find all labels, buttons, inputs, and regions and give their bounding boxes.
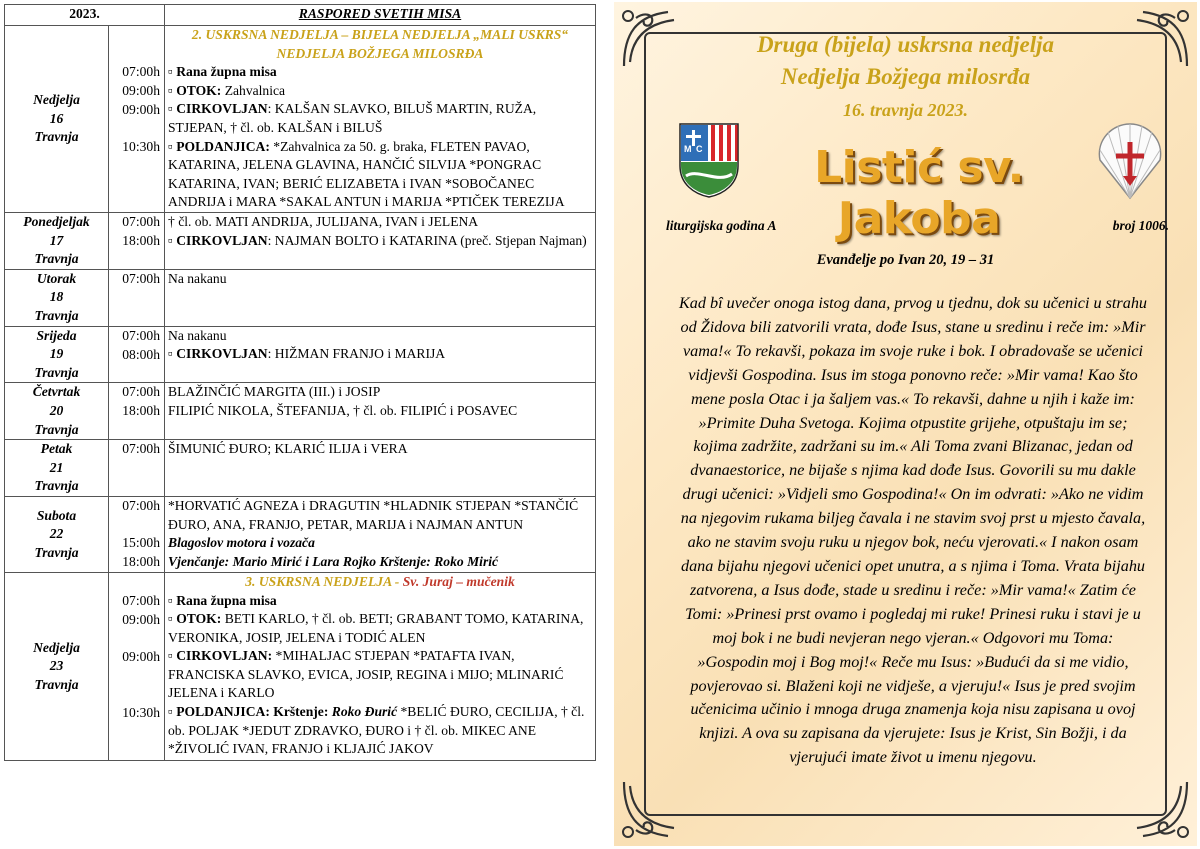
day-date: 22	[49, 526, 64, 542]
intention-text: FILIPIĆ NIKOLA, ŠTEFANIJA, † čl. ob. FILIPIĆ i POSAVEC	[168, 402, 518, 418]
day-label	[5, 383, 109, 440]
schedule-body	[5, 26, 596, 761]
mass-time: 15:00h	[122, 534, 160, 550]
schedule-header-row	[5, 5, 596, 26]
baptism-name: Roko Đurić	[328, 704, 398, 720]
parish-coat-of-arms-icon	[678, 122, 740, 198]
liturgical-year: liturgijska godina A	[666, 218, 777, 233]
day-month: Travnja	[34, 307, 79, 323]
day-month: Travnja	[34, 544, 79, 560]
mass-intention	[168, 63, 592, 82]
intention-text: : HIŽMAN FRANJO i MARIJA	[267, 346, 446, 362]
day-month: Travnja	[34, 364, 79, 380]
intention-text: Zahvalnica	[221, 82, 286, 98]
time-column	[109, 572, 165, 760]
day-month: Travnja	[34, 676, 79, 692]
day-label	[5, 326, 109, 383]
schedule-day-row	[5, 213, 596, 270]
mass-intention	[168, 138, 592, 212]
day-label	[5, 572, 109, 760]
mass-time: 07:00h	[122, 384, 160, 400]
mass-time: 07:00h	[122, 497, 160, 513]
mass-time: 07:00h	[122, 592, 160, 608]
special-event: Blagoslov motora i vozača	[168, 535, 315, 551]
mass-intention	[168, 534, 592, 553]
location-label: ▫ CIRKOVLJAN:	[168, 648, 273, 664]
bulletin-page	[614, 2, 1197, 846]
gospel-text: Kad bî uvečer onoga istog dana, prvog u tjednu, dok su učenici u strahu od Židova bili zatvorili vrata, dođe Isus, stane u sredinu i reče im: »Mir vama!« To rekavši, pokaza im svoje ruke i bok. I obradovaše se učenici vidjevši Gospodina. Isus im stoga ponovno reče: »Mir vama! Kao što mene posla Otac i ja šaljem vas.« To rekavši, dahne u njih i kaže im: »Primite Duha Svetoga. Kojima otpustite grijehe, otpuštaju im se; kojima zadržite, zadržani su im.« Ali Toma zvani Blizanac, jedan od dvanaestorice, ne bijaše s njima kad dođe Isus. Govorili su mu dakle drugi učenici: »Vidjeli smo Gospodina!« On im odvrati: »Ako ne vidim na njegovim rukama biljeg čavala i ne stavim svoj prst u mjesto čavala, ako ne stavim svoju ruku u njegov bok, neću vjerovati.« I nakon osam dana bijahu njegovi učenici opet unutra, a s njima i Toma. Vrata bijahu zatvorena, a Isus dođe, stade u sredinu i reče: »Mir vama!« Zatim će Tomi: »Prinesi prst ovamo i pogledaj mi ruke! Prinesi ruku i stavi je u moj bok i ne budi nevjeran nego vjeran.« Odgovori mu Toma: »Gospodin moj i Bog moj!« Reče mu Isus: »Budući da si me vidio, povjerovao si. Blaženi koji ne vidješe, a vjeruju!« Isus je pred svojim učenicima učinio i mnoga druga znamenja koja nisu zapisana u ovoj knjizi. A ova su zapisana da vjerujete: Isus je Krist, Sin Božji, i da vjerujući imate život u imenu njegovu.	[678, 294, 1148, 767]
day-day: Petak	[40, 441, 73, 457]
location-label: ▫ POLDANJICA: Krštenje:	[168, 704, 329, 720]
feast-line: 3. USKRSNA NEDJELJA -	[245, 573, 403, 589]
day-day: Nedjelja	[33, 92, 80, 108]
location-label: ▫ POLDANJICA:	[168, 138, 270, 154]
day-date: 18	[49, 289, 64, 305]
time-column	[109, 440, 165, 497]
intention-text: : NAJMAN BOLTO i KATARINA (preč. Stjepan Najman)	[267, 232, 587, 248]
intention-text: ŠIMUNIĆ ĐURO; KLARIĆ ILIJA i VERA	[168, 441, 408, 457]
time-column	[109, 269, 165, 326]
day-day: Utorak	[36, 270, 77, 286]
schedule-day-row	[5, 26, 596, 213]
special-event: Vjenčanje: Mario Mirić i Lara Rojko Krštenje: Roko Mirić	[168, 553, 499, 569]
corner-ornament-icon	[616, 774, 686, 844]
schedule-caption: RASPORED SVETIH MISA	[165, 5, 596, 26]
intentions-column	[165, 440, 596, 497]
mass-intention	[168, 232, 592, 251]
mass-time: 09:00h	[122, 611, 160, 627]
mass-time: 08:00h	[122, 346, 160, 362]
feast-line: 2. USKRSNA NEDJELJA – BIJELA NEDJELJA „MALI USKRS“	[191, 27, 569, 42]
mass-intention	[168, 345, 592, 364]
mass-time: 09:00h	[122, 648, 160, 664]
day-label	[5, 213, 109, 270]
intention-text: *HORVATIĆ AGNEZA i DRAGUTIN *HLADNIK STJEPAN *STANČIĆ ĐURO, ANA, FRANJO, PETAR, MARIJA i NAJMAN ANTUN	[168, 497, 579, 532]
day-month: Travnja	[34, 421, 79, 437]
mass-time: 09:00h	[122, 102, 160, 117]
intentions-column	[165, 26, 596, 213]
corner-ornament-icon	[1125, 774, 1195, 844]
schedule-day-row	[5, 269, 596, 326]
mass-intention	[168, 497, 592, 534]
mass-intention	[168, 647, 592, 703]
day-month: Travnja	[34, 478, 79, 494]
mass-intention	[168, 82, 592, 101]
feast-title	[168, 26, 592, 63]
feast-title	[168, 573, 592, 592]
time-column	[109, 26, 165, 213]
intention-text: *MIHALJAC STJEPAN *PATAFTA IVAN, FRANCISKA SLAVKO, EVICA, JOSIP, REGINA i MIJO; MLINARIĆ JELENA i KARLO	[168, 648, 564, 701]
mass-time: 07:00h	[122, 270, 160, 286]
bulletin-title-line2: Nedjelja Božjega milosrđa	[780, 64, 1031, 89]
mass-time: 10:30h	[122, 704, 160, 720]
mass-intention	[168, 610, 592, 647]
mass-intention	[168, 553, 592, 572]
mass-intention	[168, 327, 592, 346]
intention-text: : KALŠAN SLAVKO, BILUŠ MARTIN, RUŽA, STJEPAN, † čl. ob. KALŠAN i BILUŠ	[168, 101, 537, 135]
crest-letter-m: M	[684, 144, 692, 154]
day-date: 16	[49, 110, 64, 126]
intentions-column	[165, 326, 596, 383]
gospel-title: Evanđelje po Ivan 20, 19 – 31	[816, 252, 995, 268]
schedule-day-row	[5, 383, 596, 440]
issue-number: broj 1006.	[1112, 218, 1169, 233]
day-day: Ponedjeljak	[23, 214, 90, 229]
day-date: 21	[49, 459, 64, 475]
location-label: ▫ CIRKOVLJAN	[168, 232, 268, 248]
intention-text: *Zahvalnica za 50. g. braka, FLETEN PAVAO, KATARINA, JELENA GLAVINA, HANČIĆ SILVIJA *PONGRAC KATARINA, IVAN; BERIĆ ELIZABETA i IVAN *SOBOČANEC ANDRIJA i MARA *SAKAL ANTUN i MARIJA *PTIČEK TEREZIJA	[168, 138, 565, 210]
mass-intention	[168, 402, 592, 421]
intentions-column	[165, 269, 596, 326]
day-label	[5, 440, 109, 497]
day-date: 20	[49, 402, 64, 418]
schedule-day-row	[5, 440, 596, 497]
intention-text: † čl. ob. MATI ANDRIJA, JULIJANA, IVAN i JELENA	[168, 214, 479, 229]
location-label: ▫ CIRKOVLJAN	[168, 346, 268, 362]
mass-intention	[168, 100, 592, 137]
scallop-shell-icon	[1092, 120, 1168, 200]
location-label: ▫ Rana župna misa	[168, 592, 277, 608]
mass-schedule-table	[4, 4, 596, 761]
crest-letter-c: C	[696, 144, 703, 154]
mass-time: 18:00h	[122, 403, 160, 419]
day-day: Srijeda	[36, 327, 77, 343]
schedule-day-row	[5, 572, 596, 760]
day-date: 23	[49, 658, 64, 674]
intentions-column	[165, 383, 596, 440]
mass-intention	[168, 703, 592, 759]
day-day: Četvrtak	[32, 384, 81, 400]
intention-text: BLAŽINČIĆ MARGITA (III.) i JOSIP	[168, 384, 381, 400]
bulletin-logo-title: Listić sv. Jakoba	[814, 142, 1024, 244]
location-label: ▫ OTOK:	[168, 611, 222, 627]
mass-intention	[168, 592, 592, 611]
time-column	[109, 213, 165, 270]
bulletin-title-line1: Druga (bijela) uskrsna nedjelja	[756, 32, 1055, 57]
mass-time: 07:00h	[122, 64, 160, 79]
location-label: ▫ Rana župna misa	[168, 64, 277, 80]
location-label: ▫ OTOK:	[168, 82, 222, 98]
day-day: Nedjelja	[33, 639, 80, 655]
day-label	[5, 496, 109, 572]
intention-text: Na nakanu	[168, 270, 227, 286]
time-column	[109, 496, 165, 572]
day-label	[5, 26, 109, 213]
day-date: 19	[49, 346, 64, 362]
schedule-day-row	[5, 326, 596, 383]
mass-intention	[168, 383, 592, 402]
mass-time: 18:00h	[122, 553, 160, 569]
mass-intention	[168, 440, 592, 459]
mass-time: 07:00h	[122, 441, 160, 457]
mass-time: 09:00h	[122, 83, 160, 98]
intentions-column	[165, 213, 596, 270]
mass-time: 10:30h	[122, 139, 160, 154]
intentions-column	[165, 496, 596, 572]
intentions-column	[165, 572, 596, 760]
bulletin-date: 16. travnja 2023.	[842, 100, 968, 120]
feast-line: NEDJELJA BOŽJEGA MILOSRĐA	[276, 45, 484, 61]
day-month: Travnja	[34, 129, 79, 145]
day-month: Travnja	[34, 251, 79, 267]
schedule-year: 2023.	[5, 5, 165, 26]
intention-text: BETI KARLO, † čl. ob. BETI; GRABANT TOMO, KATARINA, VERONIKA, JOSIP, JELENA i TODIĆ ALEN	[168, 611, 584, 645]
day-label	[5, 269, 109, 326]
day-date: 17	[49, 232, 64, 248]
mass-intention	[168, 213, 592, 232]
feast-saint: Sv. Juraj – mučenik	[402, 573, 515, 589]
mass-time: 18:00h	[122, 233, 160, 248]
day-day: Subota	[36, 507, 77, 523]
mass-time: 07:00h	[122, 214, 160, 229]
intention-text: Na nakanu	[168, 327, 227, 343]
location-label: ▫ CIRKOVLJAN	[168, 101, 268, 117]
intention-text: *BELIĆ ĐURO, CECILIJA, † čl. ob. POLJAK *JEDUT ZDRAVKO, ĐURO i † čl. ob. MIKEC ANE *ŽIVOLIĆ IVAN, FRANJO i KLJAJIĆ JAKOV	[168, 704, 585, 757]
time-column	[109, 383, 165, 440]
schedule-day-row	[5, 496, 596, 572]
time-column	[109, 326, 165, 383]
mass-time: 07:00h	[122, 327, 160, 343]
mass-intention	[168, 270, 592, 289]
